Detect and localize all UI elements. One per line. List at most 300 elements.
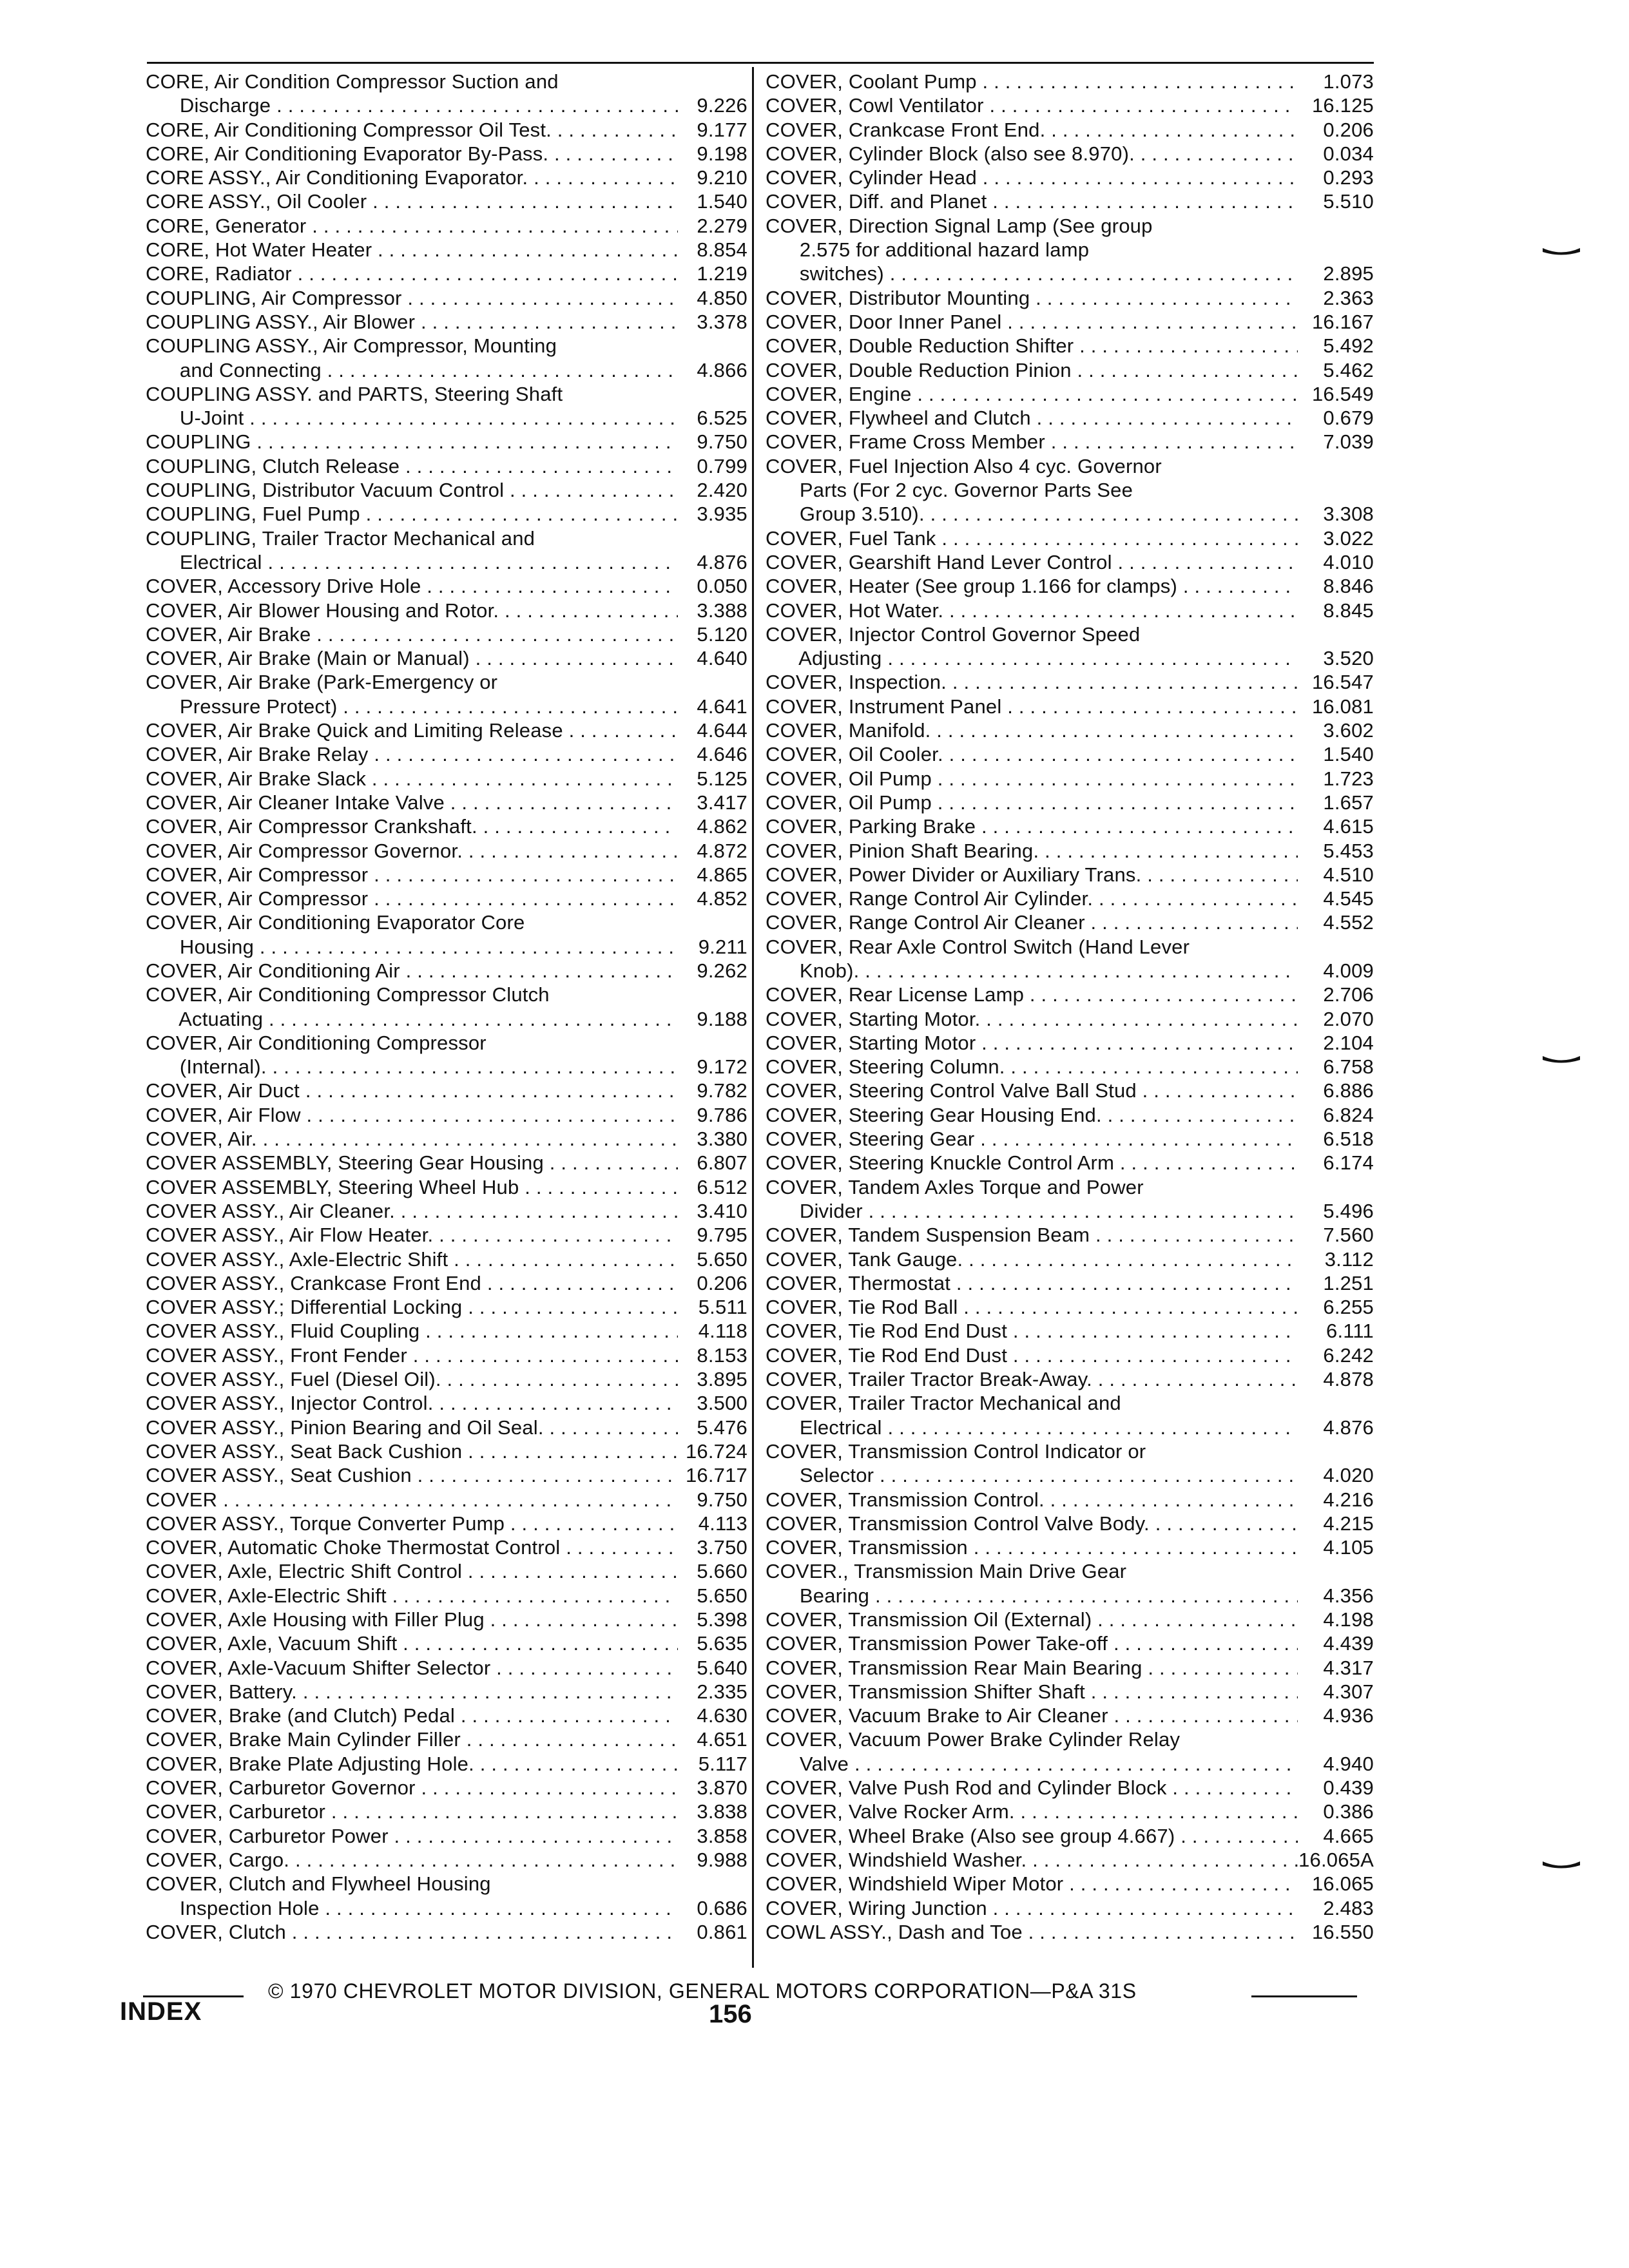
entry-group-number: 4.665: [1323, 1824, 1374, 1847]
entry-group-number: 4.865: [697, 863, 747, 886]
index-entry: [766, 1367, 1374, 1391]
index-entry: [146, 1103, 747, 1127]
entry-group-number: 1.540: [697, 190, 747, 213]
entry-description-text: Electrical: [146, 550, 262, 573]
entry-description-text: COVER, Wheel Brake (Also see group 4.667): [766, 1824, 1175, 1847]
entry-group-number: 4.862: [697, 815, 747, 838]
entry-description-text: COVER, Instrument Panel: [766, 695, 1002, 718]
index-entry: [146, 1271, 747, 1295]
entry-description-text: COUPLING ASSY., Air Compressor, Mounting: [146, 334, 557, 358]
entry-description-text: COUPLING ASSY. and PARTS, Steering Shaft: [146, 382, 563, 405]
index-entry: [146, 93, 747, 117]
index-entry: [766, 406, 1374, 430]
entry-group-number: 5.650: [697, 1584, 747, 1607]
entry-group-number: 4.307: [1323, 1680, 1374, 1703]
index-entry: [146, 742, 747, 766]
entry-description-text: COVER, Steering Control Valve Ball Stud: [766, 1079, 1137, 1102]
index-entry: [146, 1319, 747, 1343]
entry-description-text: COVER ASSY., Injector Control.: [146, 1392, 434, 1415]
index-entry: [146, 1896, 747, 1920]
entry-description: [766, 1151, 1298, 1175]
index-entry: [766, 1391, 1374, 1415]
index-entry: [146, 1920, 747, 1944]
entry-description-text: COUPLING ASSY., Air Blower: [146, 310, 416, 333]
index-entry: [146, 1848, 747, 1872]
entry-description-text: COVER, Axle Housing with Filler Plug: [146, 1608, 485, 1631]
entry-description-text: COVER, Air Brake Quick and Limiting Release: [146, 719, 563, 742]
entry-description-text: COVER, Rear License Lamp: [766, 983, 1025, 1006]
entry-description-text: COVER ASSY., Fuel (Diesel Oil).: [146, 1368, 441, 1391]
index-entry: [146, 502, 747, 526]
entry-description: [766, 1007, 1298, 1031]
entry-description: [766, 70, 1298, 93]
entry-description: [146, 959, 678, 983]
entry-group-number: 5.117: [698, 1752, 747, 1775]
entry-group-number: 9.177: [697, 118, 747, 141]
index-entry: [766, 670, 1374, 694]
index-entry: [146, 791, 747, 814]
entry-description: [146, 718, 678, 742]
entry-group-number: 1.657: [1323, 791, 1374, 814]
entry-description-text: COVER, Tie Rod End Dust: [766, 1343, 1008, 1367]
entry-description: [146, 118, 678, 142]
entry-description: [146, 1295, 678, 1319]
entry-description: [146, 166, 678, 189]
entry-description: [146, 1343, 678, 1367]
index-entry: [146, 1584, 747, 1608]
index-entry: [766, 1800, 1374, 1823]
entry-group-number: 2.895: [1323, 262, 1374, 285]
entry-description: [766, 1055, 1298, 1079]
entry-group-number: 1.251: [1323, 1271, 1374, 1294]
index-entry: [146, 310, 747, 334]
entry-description: [766, 1848, 1298, 1872]
entry-group-number: 3.838: [697, 1800, 747, 1823]
entry-group-number: 4.020: [1323, 1464, 1374, 1487]
entry-group-number: 8.854: [697, 238, 747, 262]
index-entry: [146, 262, 747, 285]
entry-group-number: 5.660: [697, 1560, 747, 1583]
entry-description: [766, 310, 1298, 334]
index-entry: [766, 1559, 1374, 1583]
entry-group-number: 0.386: [1323, 1800, 1374, 1823]
index-entry: [766, 1584, 1374, 1608]
entry-description-text: COVER, Transmission Rear Main Bearing: [766, 1656, 1142, 1679]
entry-description: [766, 1608, 1298, 1631]
entry-description: [146, 1439, 678, 1463]
entry-description-text: Knob).: [766, 959, 860, 982]
entry-description-text: Pressure Protect): [146, 695, 338, 718]
entry-description: [146, 1463, 678, 1487]
entry-description: [766, 910, 1298, 934]
index-entry: [146, 863, 747, 887]
entry-description: [146, 1752, 678, 1776]
entry-description-text: Discharge: [146, 94, 271, 117]
index-entry: [146, 1439, 747, 1463]
entry-description-text: COVER, Tandem Suspension Beam: [766, 1224, 1090, 1247]
entry-description-text: COVER, Carburetor Governor: [146, 1776, 416, 1800]
entry-description-text: COVER, Double Reduction Pinion: [766, 358, 1072, 381]
entry-description-text: COUPLING: [146, 430, 251, 454]
entry-description: [146, 238, 678, 262]
entry-description-text: COVER, Air Conditioning Compressor Clutch: [146, 983, 550, 1006]
entry-description: [146, 1199, 678, 1223]
entry-description: [146, 1319, 678, 1343]
index-entry: [766, 1727, 1374, 1751]
entry-description: [146, 1727, 678, 1751]
entry-description: [766, 1247, 1298, 1271]
entry-group-number: 4.317: [1323, 1656, 1374, 1679]
entry-description: [766, 262, 1298, 285]
entry-description-text: COVER, Air Flow: [146, 1103, 301, 1126]
index-entry: [146, 1055, 747, 1079]
index-entry: [766, 478, 1374, 502]
entry-description: [146, 189, 678, 213]
entry-description: [146, 1848, 678, 1872]
entry-description: [146, 1512, 678, 1535]
entry-description-text: COVER, Transmission: [766, 1536, 968, 1559]
index-entry: [766, 646, 1374, 670]
index-entry: [146, 1416, 747, 1439]
entry-description: [766, 93, 1298, 117]
entry-description-text: COVER, Automatic Choke Thermostat Control: [146, 1536, 561, 1559]
entry-description-text: COVER, Fuel Injection Also 4 cyc. Governor: [766, 454, 1162, 477]
entry-group-number: 4.105: [1323, 1536, 1374, 1559]
index-entry: [766, 1175, 1374, 1199]
index-entry: [146, 1776, 747, 1800]
entry-group-number: 9.750: [697, 430, 747, 454]
binding-mark: [1541, 246, 1581, 256]
index-entry: [766, 550, 1374, 574]
entry-group-number: 3.308: [1323, 503, 1374, 526]
entry-description: [146, 791, 678, 814]
entry-description-text: Group 3.510).: [766, 503, 925, 526]
entry-description: [146, 742, 678, 766]
entry-group-number: 5.125: [697, 767, 747, 790]
entry-description: [766, 430, 1298, 454]
entry-group-number: 5.635: [697, 1632, 747, 1655]
entry-description-text: COVER, Air Brake (Park-Emergency or: [146, 671, 498, 694]
index-entry: [766, 189, 1374, 213]
entry-description: [146, 1608, 678, 1631]
entry-group-number: 4.640: [697, 647, 747, 670]
entry-group-number: 3.935: [697, 503, 747, 526]
entry-group-number: 1.723: [1323, 767, 1374, 790]
entry-description: [146, 1535, 678, 1559]
entry-description-text: Adjusting: [766, 647, 882, 670]
entry-description: [146, 1247, 678, 1271]
entry-group-number: 16.065: [1311, 1872, 1374, 1896]
entry-description-text: CORE, Hot Water Heater: [146, 238, 372, 262]
entry-description: [766, 550, 1298, 574]
entry-description: [146, 406, 678, 430]
entry-description-text: COVER, Heater (See group 1.166 for clamps): [766, 575, 1178, 598]
index-entry: [146, 718, 747, 742]
entry-description-text: COVER, Axle, Vacuum Shift: [146, 1632, 398, 1655]
entry-description: [146, 1079, 678, 1102]
index-entry: [766, 574, 1374, 598]
entry-group-number: 4.545: [1323, 887, 1374, 910]
entry-description-text: COVER, Air Brake (Main or Manual): [146, 647, 470, 670]
index-entry: [766, 70, 1374, 93]
index-entry: [146, 935, 747, 959]
entry-description: [766, 935, 1298, 959]
entry-group-number: 4.646: [697, 743, 747, 766]
entry-description-text: COVER, Air Compressor: [146, 863, 369, 886]
index-entry: [766, 502, 1374, 526]
entry-group-number: 2.335: [697, 1680, 747, 1703]
entry-description: [146, 622, 678, 646]
entry-group-number: 4.510: [1323, 863, 1374, 886]
index-entry: [766, 1247, 1374, 1271]
entry-description-text: COVER, Axle-Vacuum Shifter Selector: [146, 1656, 491, 1679]
entry-description: [766, 959, 1298, 983]
entry-description: [766, 1800, 1298, 1823]
index-entry: [766, 1680, 1374, 1704]
index-entry: [146, 599, 747, 622]
index-entry: [766, 286, 1374, 310]
entry-description: [766, 1031, 1298, 1055]
index-entry: [766, 1848, 1374, 1872]
entry-description-text: COUPLING, Distributor Vacuum Control: [146, 479, 505, 502]
index-entry: [146, 142, 747, 166]
entry-description-text: COVER, Range Control Air Cleaner: [766, 911, 1085, 934]
entry-description: [146, 526, 678, 550]
index-entry: [146, 1559, 747, 1583]
index-entry: [766, 1776, 1374, 1800]
entry-group-number: 6.518: [1323, 1128, 1374, 1151]
index-entry: [766, 910, 1374, 934]
entry-group-number: 4.866: [697, 358, 747, 381]
entry-description: [766, 574, 1298, 598]
entry-description-text: COVER, Air Conditioning Evaporator Core: [146, 911, 525, 934]
entry-description-text: COVER ASSY.; Differential Locking: [146, 1296, 463, 1319]
index-entry: [766, 1295, 1374, 1319]
entry-group-number: 4.852: [697, 887, 747, 910]
index-entry: [146, 430, 747, 454]
entry-description-text: CORE ASSY., Air Conditioning Evaporator.: [146, 166, 528, 189]
entry-description: [146, 887, 678, 910]
index-entry: [766, 214, 1374, 238]
entry-description-text: COVER, Air Conditioning Compressor: [146, 1031, 487, 1054]
index-entry: [146, 189, 747, 213]
entry-description: [766, 1295, 1298, 1319]
entry-description: [146, 863, 678, 887]
index-entry: [146, 1295, 747, 1319]
entry-group-number: 4.215: [1323, 1512, 1374, 1535]
entry-description-text: COVER, Brake (and Clutch) Pedal: [146, 1704, 456, 1727]
index-entry: [766, 791, 1374, 814]
entry-description-text: COVER, Diff. and Planet: [766, 190, 987, 213]
index-entry: [146, 695, 747, 718]
index-entry: [146, 1631, 747, 1655]
entry-description-text: COVER, Coolant Pump: [766, 70, 977, 93]
entry-group-number: 3.750: [697, 1536, 747, 1559]
entry-group-number: 4.876: [697, 550, 747, 573]
index-entry: [146, 767, 747, 791]
index-entry: [146, 670, 747, 694]
entry-description-text: COVER, Wiring Junction: [766, 1896, 987, 1919]
entry-group-number: 3.378: [697, 310, 747, 333]
entry-description-text: COVER ASSY., Air Flow Heater.: [146, 1224, 434, 1247]
index-entry: [146, 166, 747, 189]
index-entry: [146, 1175, 747, 1199]
index-entry: [146, 1007, 747, 1031]
footer-rule-right: [1251, 1995, 1357, 1997]
index-entry: [766, 1920, 1374, 1944]
entry-group-number: 2.363: [1323, 286, 1374, 309]
entry-description: [146, 1127, 678, 1151]
entry-description-text: COVER ASSY., Fluid Coupling: [146, 1320, 420, 1343]
entry-group-number: 3.895: [697, 1368, 747, 1391]
entry-description-text: COVER, Air.: [146, 1128, 257, 1151]
index-entry: [146, 214, 747, 238]
entry-group-number: 3.380: [697, 1128, 747, 1151]
index-entry: [146, 646, 747, 670]
entry-group-number: 16.167: [1311, 310, 1374, 333]
entry-description-text: COVER, Tie Rod End Dust: [766, 1320, 1008, 1343]
index-entry: [146, 286, 747, 310]
entry-group-number: 9.262: [697, 959, 747, 982]
entry-group-number: 4.630: [697, 1704, 747, 1727]
entry-description-text: CORE ASSY., Oil Cooler: [146, 190, 367, 213]
entry-description-text: and Connecting: [146, 358, 322, 381]
entry-description: [146, 1872, 678, 1896]
entry-description-text: COVER, Clutch: [146, 1920, 286, 1943]
index-entry: [766, 142, 1374, 166]
entry-description: [766, 1199, 1298, 1223]
entry-group-number: 2.420: [697, 479, 747, 502]
index-entry: [766, 863, 1374, 887]
index-entry: [146, 814, 747, 838]
index-entry: [766, 262, 1374, 285]
entry-description: [766, 1271, 1298, 1295]
index-entry: [146, 118, 747, 142]
index-entry: [766, 166, 1374, 189]
entry-description: [146, 767, 678, 791]
entry-description-text: CORE, Air Condition Compressor Suction and: [146, 70, 559, 93]
entry-description: [146, 646, 678, 670]
entry-description: [146, 1631, 678, 1655]
entry-description: [766, 839, 1298, 863]
entry-description: [766, 214, 1298, 238]
entry-group-number: 1.073: [1323, 70, 1374, 93]
index-entry: [766, 1824, 1374, 1848]
index-entry: [766, 1872, 1374, 1896]
top-rule: [147, 62, 1374, 64]
index-entry: [146, 1680, 747, 1704]
entry-description: [766, 1656, 1298, 1680]
index-entry: [766, 1079, 1374, 1102]
entry-description: [146, 574, 678, 598]
entry-group-number: 5.476: [697, 1416, 747, 1439]
entry-description: [766, 406, 1298, 430]
entry-description-text: COVER, Air Brake Slack: [146, 767, 367, 790]
entry-group-number: 7.039: [1323, 430, 1374, 454]
entry-description: [766, 1391, 1298, 1415]
index-entry: [766, 983, 1374, 1006]
entry-description-text: COVER, Double Reduction Shifter: [766, 334, 1074, 358]
entry-description: [766, 334, 1298, 358]
entry-description-text: COVER ASSY., Front Fender: [146, 1343, 407, 1367]
entry-description-text: COVER: [146, 1488, 218, 1511]
entry-description-text: COVER, Crankcase Front End.: [766, 118, 1046, 141]
entry-description-text: COVER ASSY., Seat Back Cushion: [146, 1439, 463, 1463]
entry-group-number: 9.210: [697, 166, 747, 189]
entry-description: [146, 1007, 678, 1031]
index-entry: [146, 70, 747, 93]
entry-description: [766, 646, 1298, 670]
entry-group-number: 0.799: [697, 454, 747, 477]
index-entry: [766, 1343, 1374, 1367]
index-entry: [146, 1752, 747, 1776]
entry-description-text: COVER, Valve Push Rod and Cylinder Block: [766, 1776, 1167, 1800]
entry-description: [146, 1656, 678, 1680]
entry-description: [766, 478, 1298, 502]
index-entry: [766, 118, 1374, 142]
entry-group-number: 0.293: [1323, 166, 1374, 189]
entry-description-text: COUPLING, Trailer Tractor Mechanical and: [146, 526, 535, 550]
entry-description: [146, 599, 678, 622]
index-entry: [766, 430, 1374, 454]
index-entry: [766, 1151, 1374, 1175]
entry-description: [146, 910, 678, 934]
entry-description: [146, 1680, 678, 1704]
entry-description-text: COVER, Range Control Air Cylinder.: [766, 887, 1094, 910]
index-entry: [146, 1247, 747, 1271]
entry-group-number: 16.065A: [1298, 1848, 1374, 1871]
entry-group-number: 5.640: [697, 1656, 747, 1679]
entry-description-text: CORE, Radiator: [146, 262, 292, 285]
entry-group-number: 3.388: [697, 599, 747, 622]
entry-description-text: COVER, Air Compressor Governor.: [146, 839, 463, 862]
entry-group-number: 5.453: [1323, 839, 1374, 862]
index-entry: [146, 526, 747, 550]
entry-description: [766, 622, 1298, 646]
entry-description: [766, 1704, 1298, 1727]
entry-description-text: 2.575 for additional hazard lamp: [766, 238, 1090, 262]
entry-description: [766, 1127, 1298, 1151]
index-entry: [146, 887, 747, 910]
entry-group-number: 4.644: [697, 719, 747, 742]
entry-group-number: 4.641: [697, 695, 747, 718]
index-entry: [766, 1103, 1374, 1127]
entry-description: [146, 935, 678, 959]
index-entry: [766, 1704, 1374, 1727]
entry-description: [766, 1439, 1298, 1463]
entry-group-number: 6.111: [1326, 1320, 1374, 1343]
entry-description-text: COVER, Oil Pump: [766, 791, 932, 814]
entry-description: [766, 1535, 1298, 1559]
entry-description-text: COVER, Starting Motor.: [766, 1007, 981, 1030]
entry-description: [146, 1223, 678, 1247]
entry-description: [146, 1800, 678, 1823]
index-entry: [766, 526, 1374, 550]
entry-description-text: COVER, Carburetor Power: [146, 1824, 389, 1847]
index-entry: [146, 1151, 747, 1175]
entry-group-number: 4.198: [1323, 1608, 1374, 1631]
entry-group-number: 5.511: [698, 1296, 747, 1319]
index-entry: [766, 839, 1374, 863]
entry-description-text: COVER, Axle-Electric Shift: [146, 1584, 387, 1607]
entry-description-text: COVER, Transmission Power Take-off: [766, 1632, 1108, 1655]
entry-description-text: COVER, Transmission Oil (External): [766, 1608, 1092, 1631]
entry-description-text: (Internal).: [146, 1055, 267, 1079]
entry-description-text: COVER, Cylinder Head: [766, 166, 977, 189]
entry-description-text: Divider: [766, 1199, 863, 1222]
index-entry: [146, 1872, 747, 1896]
index-label: INDEX: [120, 1997, 202, 2026]
